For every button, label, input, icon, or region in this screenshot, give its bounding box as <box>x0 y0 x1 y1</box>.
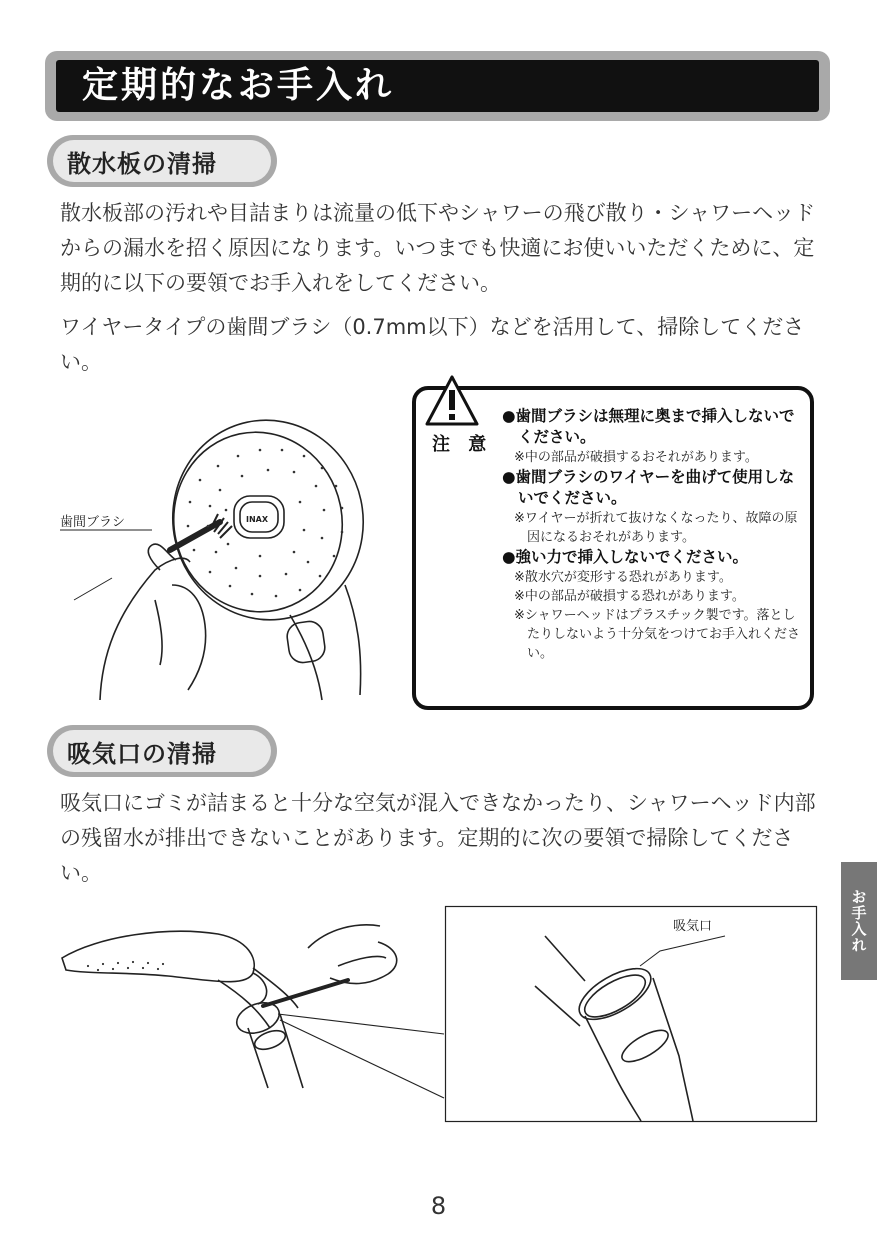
air-intake-cleaning-illustration <box>58 918 448 1088</box>
section-heading-text: 吸気口の清掃 <box>67 739 217 768</box>
section-heading-text: 散水板の清掃 <box>67 149 217 178</box>
section2-paragraph: 吸気口にゴミが詰まると十分な空気が混入できなかったり、シャワーヘッド内部の残留水が排出できないことがあります。定期的に次の要領で掃除してください。 <box>60 791 816 885</box>
caution-item: ● 歯間ブラシは無理に奥まで挿入しないでください。 <box>502 406 800 448</box>
caution-note: ※中の部品が破損するおそれがあります。 <box>514 450 758 465</box>
page-title: 定期的なお手入れ <box>82 65 395 106</box>
caution-note: ※散水穴が変形する恐れがあります。 <box>514 570 732 585</box>
section1-paragraph-2: ワイヤータイプの歯間ブラシ（0.7mm以下）などを活用して、掃除してください。 <box>60 315 805 374</box>
warning-triangle-icon <box>424 374 480 428</box>
caution-note: ※シャワーヘッドはプラスチック製です。落としたりしないよう十分気をつけてお手入れください。 <box>514 608 801 661</box>
side-tab-care: お手入れ <box>841 862 877 980</box>
caution-note: ※中の部品が破損する恐れがあります。 <box>514 589 745 604</box>
caution-item: ● 歯間ブラシのワイヤーを曲げて使用しないでください。 <box>502 467 800 509</box>
caution-note: ※ワイヤーが折れて抜けなくなったり、故障の原因になるおそれがあります。 <box>514 511 798 545</box>
brush-label: 歯間ブラシ <box>60 515 126 530</box>
caution-box <box>412 386 814 710</box>
air-intake-label: 吸気口 <box>673 919 713 934</box>
section-heading-air-intake <box>47 725 277 777</box>
section1-paragraph: 散水板部の汚れや目詰まりは流量の低下やシャワーの飛び散り・シャワーヘッドからの漏水を招く原因になります。いつまでも快適にお使いいただくために、定期的に以下の要領でお手入れをしてください。 <box>60 201 816 295</box>
caution-label: 注 意 <box>432 434 493 455</box>
brand-logo: INAX <box>246 515 269 524</box>
spray-plate-cleaning-illustration <box>60 410 380 700</box>
air-intake-detail <box>445 906 817 1122</box>
page-number: 8 <box>430 1192 447 1220</box>
section-heading-spray-plate <box>47 135 277 187</box>
caution-item: ● 強い力で挿入しないでください。 <box>502 547 800 568</box>
caution-list <box>502 406 800 663</box>
